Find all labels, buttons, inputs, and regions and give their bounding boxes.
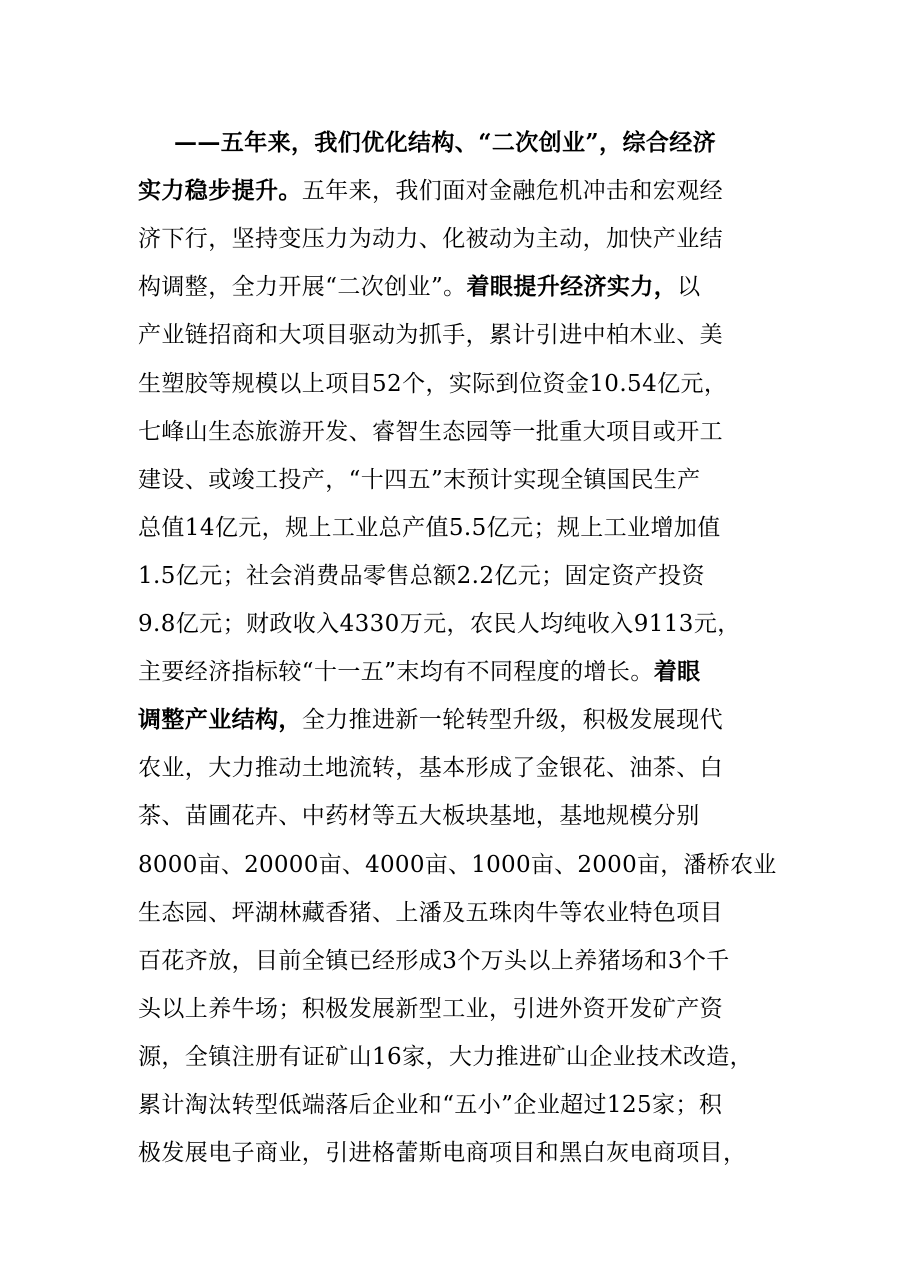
text-segment: 产业链招商和大项目驱动为抓手，累计引进中柏木业、美 — [138, 322, 723, 349]
bold-text-segment: 着眼 — [653, 658, 701, 686]
text-line — [138, 459, 701, 501]
text-line — [138, 218, 723, 260]
text-line — [138, 411, 723, 453]
text-line — [174, 122, 716, 164]
bold-text-segment: ——五年来，我们优化结构、“二次创业”，综合经济 — [174, 129, 717, 156]
text-segment: 9.8亿元；财政收入4330万元，农民人均纯收入9113元， — [138, 611, 741, 637]
text-segment: 极发展电子商业，引进格蕾斯电商项目和黑白灰电商项目， — [138, 1140, 747, 1167]
text-segment: 1.5亿元；社会消费品零售总额2.2亿元；固定资产投资 — [138, 562, 705, 589]
text-line — [138, 363, 727, 405]
bold-text-segment: 实力稳步提升。 — [138, 177, 302, 205]
text-line — [138, 844, 777, 886]
text-line — [138, 988, 723, 1030]
text-segment: 建设、或竣工投产，“十四五”末预计实现全镇国民生产 — [138, 466, 701, 493]
text-line — [138, 747, 723, 789]
text-segment: 五年来，我们面对金融危机冲击和宏观经 — [301, 178, 724, 205]
text-segment: 构调整，全力开展“二次创业”。 — [138, 274, 467, 301]
text-segment: 源，全镇注册有证矿山16家，大力推进矿山企业技术改造， — [138, 1043, 754, 1070]
text-segment: 总值14亿元，规上工业总产值5.5亿元；规上工业增加值 — [138, 514, 721, 541]
text-segment: 百花齐放，目前全镇已经形成3个万头以上养猪场和3个千 — [138, 947, 730, 974]
text-segment: 七峰山生态旅游开发、睿智生态园等一批重大项目或开工 — [138, 418, 723, 445]
text-segment: 全力推进新一轮转型升级，积极发展现代 — [301, 707, 724, 734]
text-line — [138, 507, 721, 549]
text-line — [138, 651, 701, 693]
text-line — [138, 170, 723, 212]
text-line — [138, 699, 723, 741]
bold-text-segment: 着眼提升经济实力， — [466, 273, 678, 301]
text-segment: 生塑胶等规模以上项目52个，实际到位资金10.54亿元， — [138, 370, 728, 397]
text-segment: 以 — [677, 274, 701, 301]
text-segment: 农业，大力推动土地流转，基本形成了金银花、油茶、白 — [138, 755, 723, 782]
text-line — [138, 603, 741, 645]
text-segment: 茶、苗圃花卉、中药材等五大板块基地，基地规模分别 — [138, 803, 700, 830]
text-segment: 8000亩、20000亩、4000亩、1000亩、2000亩，潘桥农业 — [138, 851, 777, 878]
text-line — [138, 892, 723, 934]
text-line — [138, 1132, 746, 1174]
text-line — [138, 1084, 722, 1126]
text-line — [138, 795, 700, 837]
text-segment: 累计淘汰转型低端落后企业和“五小”企业超过125家；积 — [138, 1092, 723, 1118]
text-line — [138, 314, 723, 356]
text-line — [138, 1036, 753, 1078]
bold-text-segment: 调整产业结构， — [138, 706, 302, 734]
text-line — [138, 555, 705, 597]
text-segment: 生态园、坪湖林藏香猪、上潘及五珠肉牛等农业特色项目 — [138, 899, 723, 926]
text-segment: 济下行，坚持变压力为动力、化被动为主动，加快产业结 — [138, 226, 723, 253]
text-line — [138, 266, 701, 308]
text-segment: 头以上养牛场；积极发展新型工业，引进外资开发矿产资 — [138, 995, 723, 1022]
text-line — [138, 940, 730, 982]
text-segment: 主要经济指标较“十一五”末均有不同程度的增长。 — [138, 659, 654, 686]
